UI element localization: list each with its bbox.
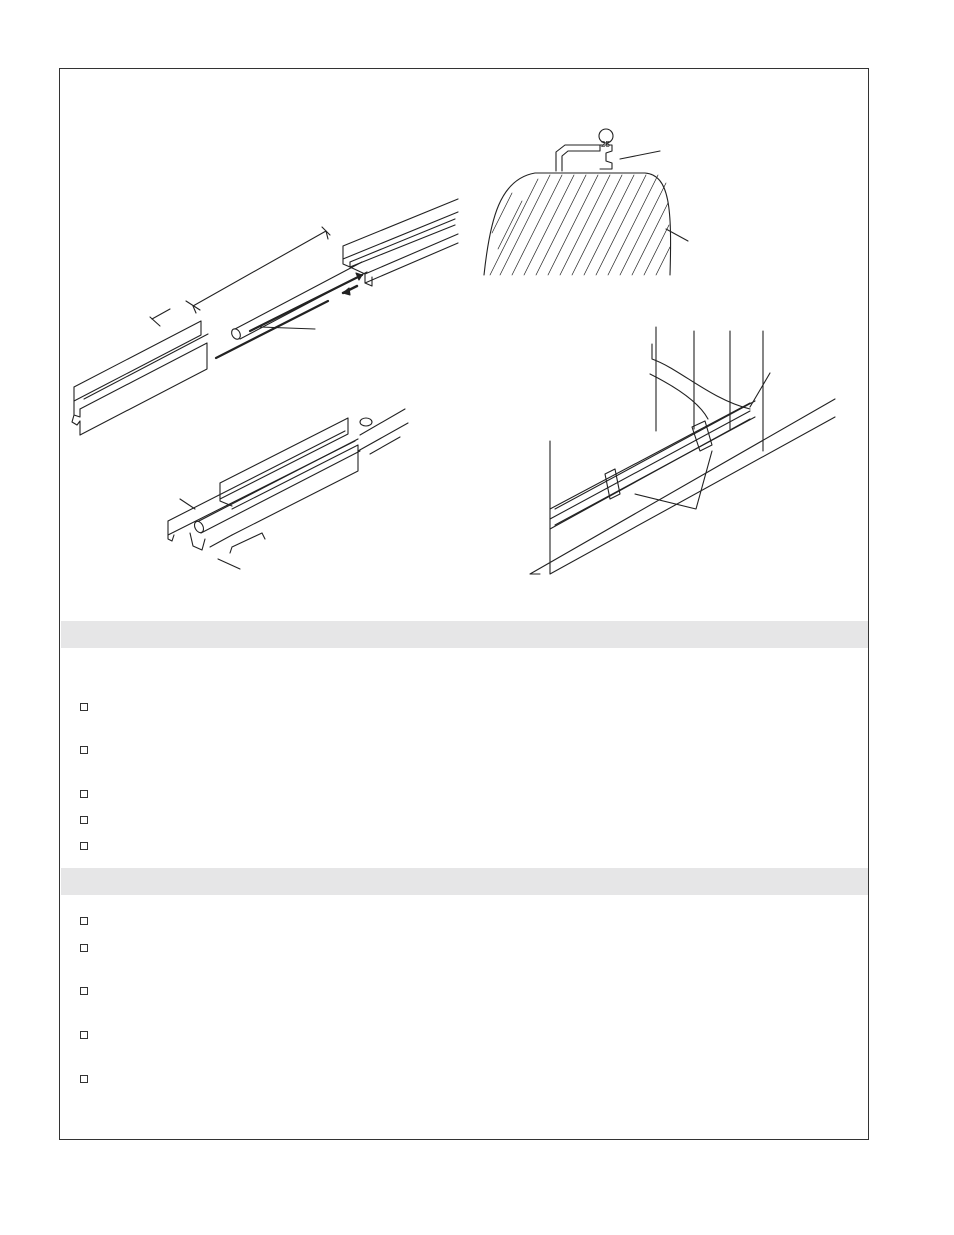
checkbox-icon (80, 944, 88, 952)
track-installed-on-tub-drawing (530, 327, 835, 574)
installation-illustrations (60, 69, 870, 621)
checklist-item (80, 917, 88, 925)
checkbox-icon (80, 987, 88, 995)
checklist-item (80, 746, 88, 754)
section-band-1 (61, 621, 868, 648)
checklist-item (80, 944, 88, 952)
checkbox-icon (80, 842, 88, 850)
section-band-2 (61, 868, 868, 895)
track-profile-section-drawing (484, 129, 688, 275)
track-assembly-exploded-drawing (72, 199, 458, 435)
checklist-item (80, 1031, 88, 1039)
track-assembly-inserted-drawing (168, 409, 408, 569)
profile-callout-number: 25 (601, 140, 610, 149)
checklist-item (80, 816, 88, 824)
page-frame (59, 68, 869, 1140)
checkbox-icon (80, 1075, 88, 1083)
checklist-item (80, 842, 88, 850)
checklist-item (80, 1075, 88, 1083)
checkbox-icon (80, 790, 88, 798)
checkbox-icon (80, 746, 88, 754)
checkbox-icon (80, 703, 88, 711)
checklist-item (80, 790, 88, 798)
checklist-item (80, 703, 88, 711)
checkbox-icon (80, 816, 88, 824)
checkbox-icon (80, 1031, 88, 1039)
checklist-item (80, 987, 88, 995)
checkbox-icon (80, 917, 88, 925)
